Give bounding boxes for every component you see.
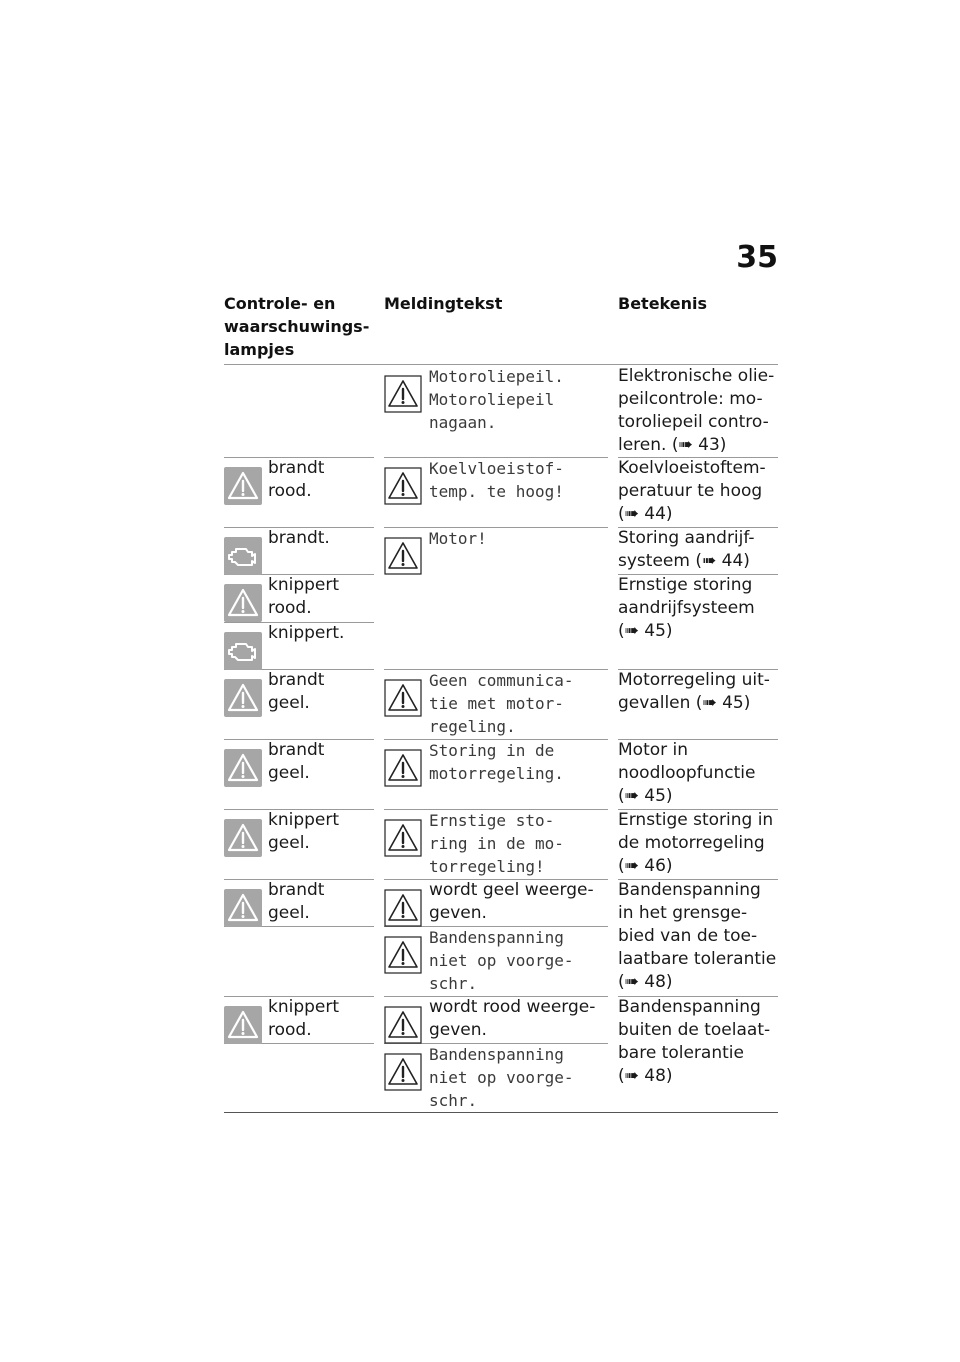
message-text: Ernstige sto- ring in de mo- torregeling! xyxy=(429,811,564,876)
page-reference-arrow-icon: ➠ xyxy=(624,856,639,876)
table-rule xyxy=(224,1112,778,1113)
warning-triangle-icon xyxy=(224,1006,262,1044)
meaning-text: Ernstige storing aandrijfsysteem (➠ 45) xyxy=(618,575,755,641)
meaning-text: Ernstige storing in de motorregeling (➠ 46) xyxy=(618,810,774,876)
header-lamps: Controle- en waarschuwings- lampjes xyxy=(224,294,370,359)
message-text: Bandenspanning niet op voorge- schr. xyxy=(429,928,574,993)
page-reference-arrow-icon: ➠ xyxy=(702,693,717,713)
engine-icon xyxy=(224,632,262,670)
message-text: Geen communica- tie met motor- regeling. xyxy=(429,671,574,736)
meaning-text: Elektronische olie- peilcontrole: mo- toroliepeil contro- leren. (➠ 43) xyxy=(618,366,775,455)
page-reference[interactable]: 43) xyxy=(692,435,727,455)
meaning-text: Storing aandrijf- systeem (➠ 44) xyxy=(618,528,755,571)
lamp-status-text: brandt geel. xyxy=(268,670,325,713)
message-text: Motor! xyxy=(429,529,487,548)
lamp-status-text: brandt. xyxy=(268,528,330,548)
header-meaning: Betekenis xyxy=(618,294,708,313)
lamp-status-text: knippert. xyxy=(268,623,345,643)
message-text: wordt rood weerge- geven. xyxy=(429,997,596,1040)
message-text: Motoroliepeil. Motoroliepeil nagaan. xyxy=(429,367,564,432)
meaning-text: Bandenspanning buiten de toelaat- bare tolerantie (➠ 48) xyxy=(618,997,771,1086)
meaning-text: Motor in noodloopfunctie (➠ 45) xyxy=(618,740,756,806)
page-reference-arrow-icon: ➠ xyxy=(624,621,639,641)
page-reference[interactable]: 48) xyxy=(638,1066,673,1086)
warning-triangle-icon xyxy=(384,679,422,717)
page-reference-arrow-icon: ➠ xyxy=(624,972,639,992)
warning-triangle-icon xyxy=(224,819,262,857)
warning-triangle-icon xyxy=(384,936,422,974)
warning-triangle-icon xyxy=(384,467,422,505)
warning-triangle-icon xyxy=(384,1006,422,1044)
page-reference[interactable]: 45) xyxy=(638,786,673,806)
lamp-status-text: brandt geel. xyxy=(268,880,325,923)
page-reference-arrow-icon: ➠ xyxy=(624,504,639,524)
warning-triangle-icon xyxy=(384,819,422,857)
message-text: wordt geel weerge- geven. xyxy=(429,880,594,923)
page-reference[interactable]: 46) xyxy=(638,856,673,876)
warning-triangle-icon xyxy=(224,467,262,505)
page-reference[interactable]: 44) xyxy=(716,551,750,571)
warning-triangle-icon xyxy=(224,679,262,717)
lamp-status-text: knippert rood. xyxy=(268,575,340,618)
page-reference[interactable]: 44) xyxy=(638,504,673,524)
page-reference-arrow-icon: ➠ xyxy=(624,1066,639,1086)
page-reference[interactable]: 45) xyxy=(716,693,751,713)
warning-triangle-icon xyxy=(224,584,262,622)
page-reference-arrow-icon: ➠ xyxy=(624,786,639,806)
warning-triangle-icon xyxy=(384,1053,422,1091)
page-reference-arrow-icon: ➠ xyxy=(701,551,717,571)
page-number: 35 xyxy=(736,240,778,275)
warning-triangle-icon xyxy=(384,375,422,413)
message-text: Koelvloeistof- temp. te hoog! xyxy=(429,459,564,501)
meaning-text: Motorregeling uit- gevallen (➠ 45) xyxy=(618,670,770,713)
meaning-text: Koelvloeistoftem- peratuur te hoog (➠ 44) xyxy=(618,458,766,524)
warning-triangle-icon xyxy=(384,537,422,575)
page-reference[interactable]: 45) xyxy=(638,621,673,641)
warning-triangle-icon xyxy=(224,889,262,927)
page-reference-arrow-icon: ➠ xyxy=(678,435,693,455)
lamp-status-text: knippert geel. xyxy=(268,810,340,853)
engine-icon xyxy=(224,537,262,575)
message-text: Storing in de motorregeling. xyxy=(429,741,564,783)
warning-triangle-icon xyxy=(384,889,422,927)
lamp-status-text: brandt geel. xyxy=(268,740,325,783)
warning-triangle-icon xyxy=(224,749,262,787)
lamp-status-text: brandt rood. xyxy=(268,458,325,501)
lamp-status-text: knippert rood. xyxy=(268,997,340,1040)
warning-triangle-icon xyxy=(384,749,422,787)
header-message: Meldingtekst xyxy=(384,294,503,313)
meaning-text: Bandenspanning in het grensge- bied van de toe- laatbare tolerantie (➠ 48) xyxy=(618,880,777,992)
page-reference[interactable]: 48) xyxy=(638,972,673,992)
message-text: Bandenspanning niet op voorge- schr. xyxy=(429,1045,574,1110)
